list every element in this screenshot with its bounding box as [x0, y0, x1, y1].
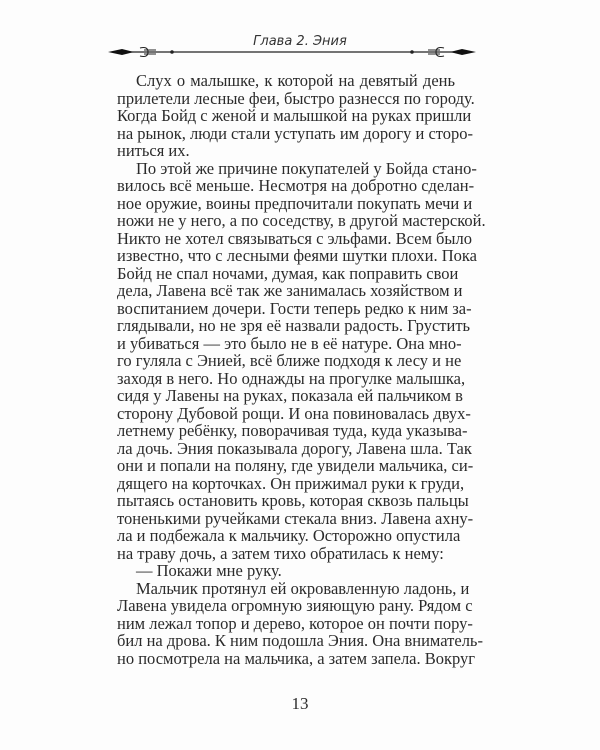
text-line: на траву дочь, а затем тихо обратилась к нему: — [117, 543, 444, 563]
body-text — [117, 71, 486, 668]
text-line: дящего на корточках. Он прижимал руки к груди, — [117, 473, 465, 493]
text-line: Бойд не спал ночами, думая, как поправить свои — [117, 263, 459, 283]
running-title: Глава 2. Эния — [253, 34, 347, 49]
header-ornament-divider — [108, 44, 476, 60]
text-line: глядывали, но не зря её назвали радость. Грустить — [117, 316, 471, 335]
text-line: воспитанием дочери. Гости теперь редко к ним за- — [117, 298, 472, 318]
text-line: ножи не у него, а по соседству, в другой мастерской. — [117, 211, 486, 230]
text-line: Слух о малышке, к которой на девятый день — [136, 71, 455, 90]
text-line: летнему ребёнку, поворачивая туда, куда указыва- — [117, 421, 468, 440]
text-line: По этой же причине покупателей у Бойда стано- — [136, 158, 477, 178]
text-line: бил на дрова. К ним подошла Эния. Она вниматель- — [117, 631, 483, 650]
text-line: ла и подбежала к мальчику. Осторожно опустила — [117, 526, 461, 545]
text-line: и убиваться — это было не в её натуре. Она мно- — [117, 333, 462, 353]
text-line: сидя у Лавены на руках, показала ей пальчиком в — [117, 386, 463, 405]
text-line: Мальчик протянул ей окровавленную ладонь, и — [136, 578, 470, 598]
page-number: 13 — [291, 694, 309, 713]
text-line: ним лежал топор и дерево, которое он почти пору- — [117, 613, 473, 633]
text-line: прилетели лесные феи, быстро разнесся по городу. — [117, 88, 475, 108]
text-line: Когда Бойд с женой и малышкой на руках пришли — [117, 106, 472, 125]
text-line: Никто не хотел связываться с эльфами. Всем было — [117, 228, 472, 248]
text-line: тоненькими ручейками стекала вниз. Лавена ахну- — [117, 508, 474, 528]
text-line: дела, Лавена всё так же занималась хозяйством и — [117, 281, 463, 300]
text-line: Лавена увидела огромную зияющую рану. Рядом с — [117, 596, 473, 615]
text-line: — Покажи мне руку. — [136, 561, 282, 580]
text-line: они и попали на поляну, где увидели мальчика, си- — [117, 456, 474, 475]
text-line: ное оружие, воины предпочитали покупать мечи и — [117, 193, 473, 213]
text-line: сторону Дубовой рощи. И она повиновалась двух- — [117, 403, 471, 423]
text-line: заходя в него. Но однажды на прогулке малышка, — [117, 368, 466, 388]
text-line: но посмотрела на мальчика, а затем запела. Вокруг — [117, 648, 476, 668]
text-line: пытаясь остановить кровь, которая сквозь пальцы — [117, 491, 469, 510]
text-line: ниться их. — [117, 141, 190, 160]
text-line: известно, что с лесными феями шутки плохи. Пока — [117, 246, 477, 265]
text-line: го гуляла с Энией, всё ближе подходя к лесу и не — [117, 351, 462, 370]
text-line: на рынок, люди стали уступать им дорогу и сторо- — [117, 123, 474, 143]
text-line: ла дочь. Эния показывала дорогу, Лавена шла. Так — [117, 438, 472, 458]
text-line: вилось всё меньше. Несмотря на добротно сделан- — [117, 176, 475, 195]
